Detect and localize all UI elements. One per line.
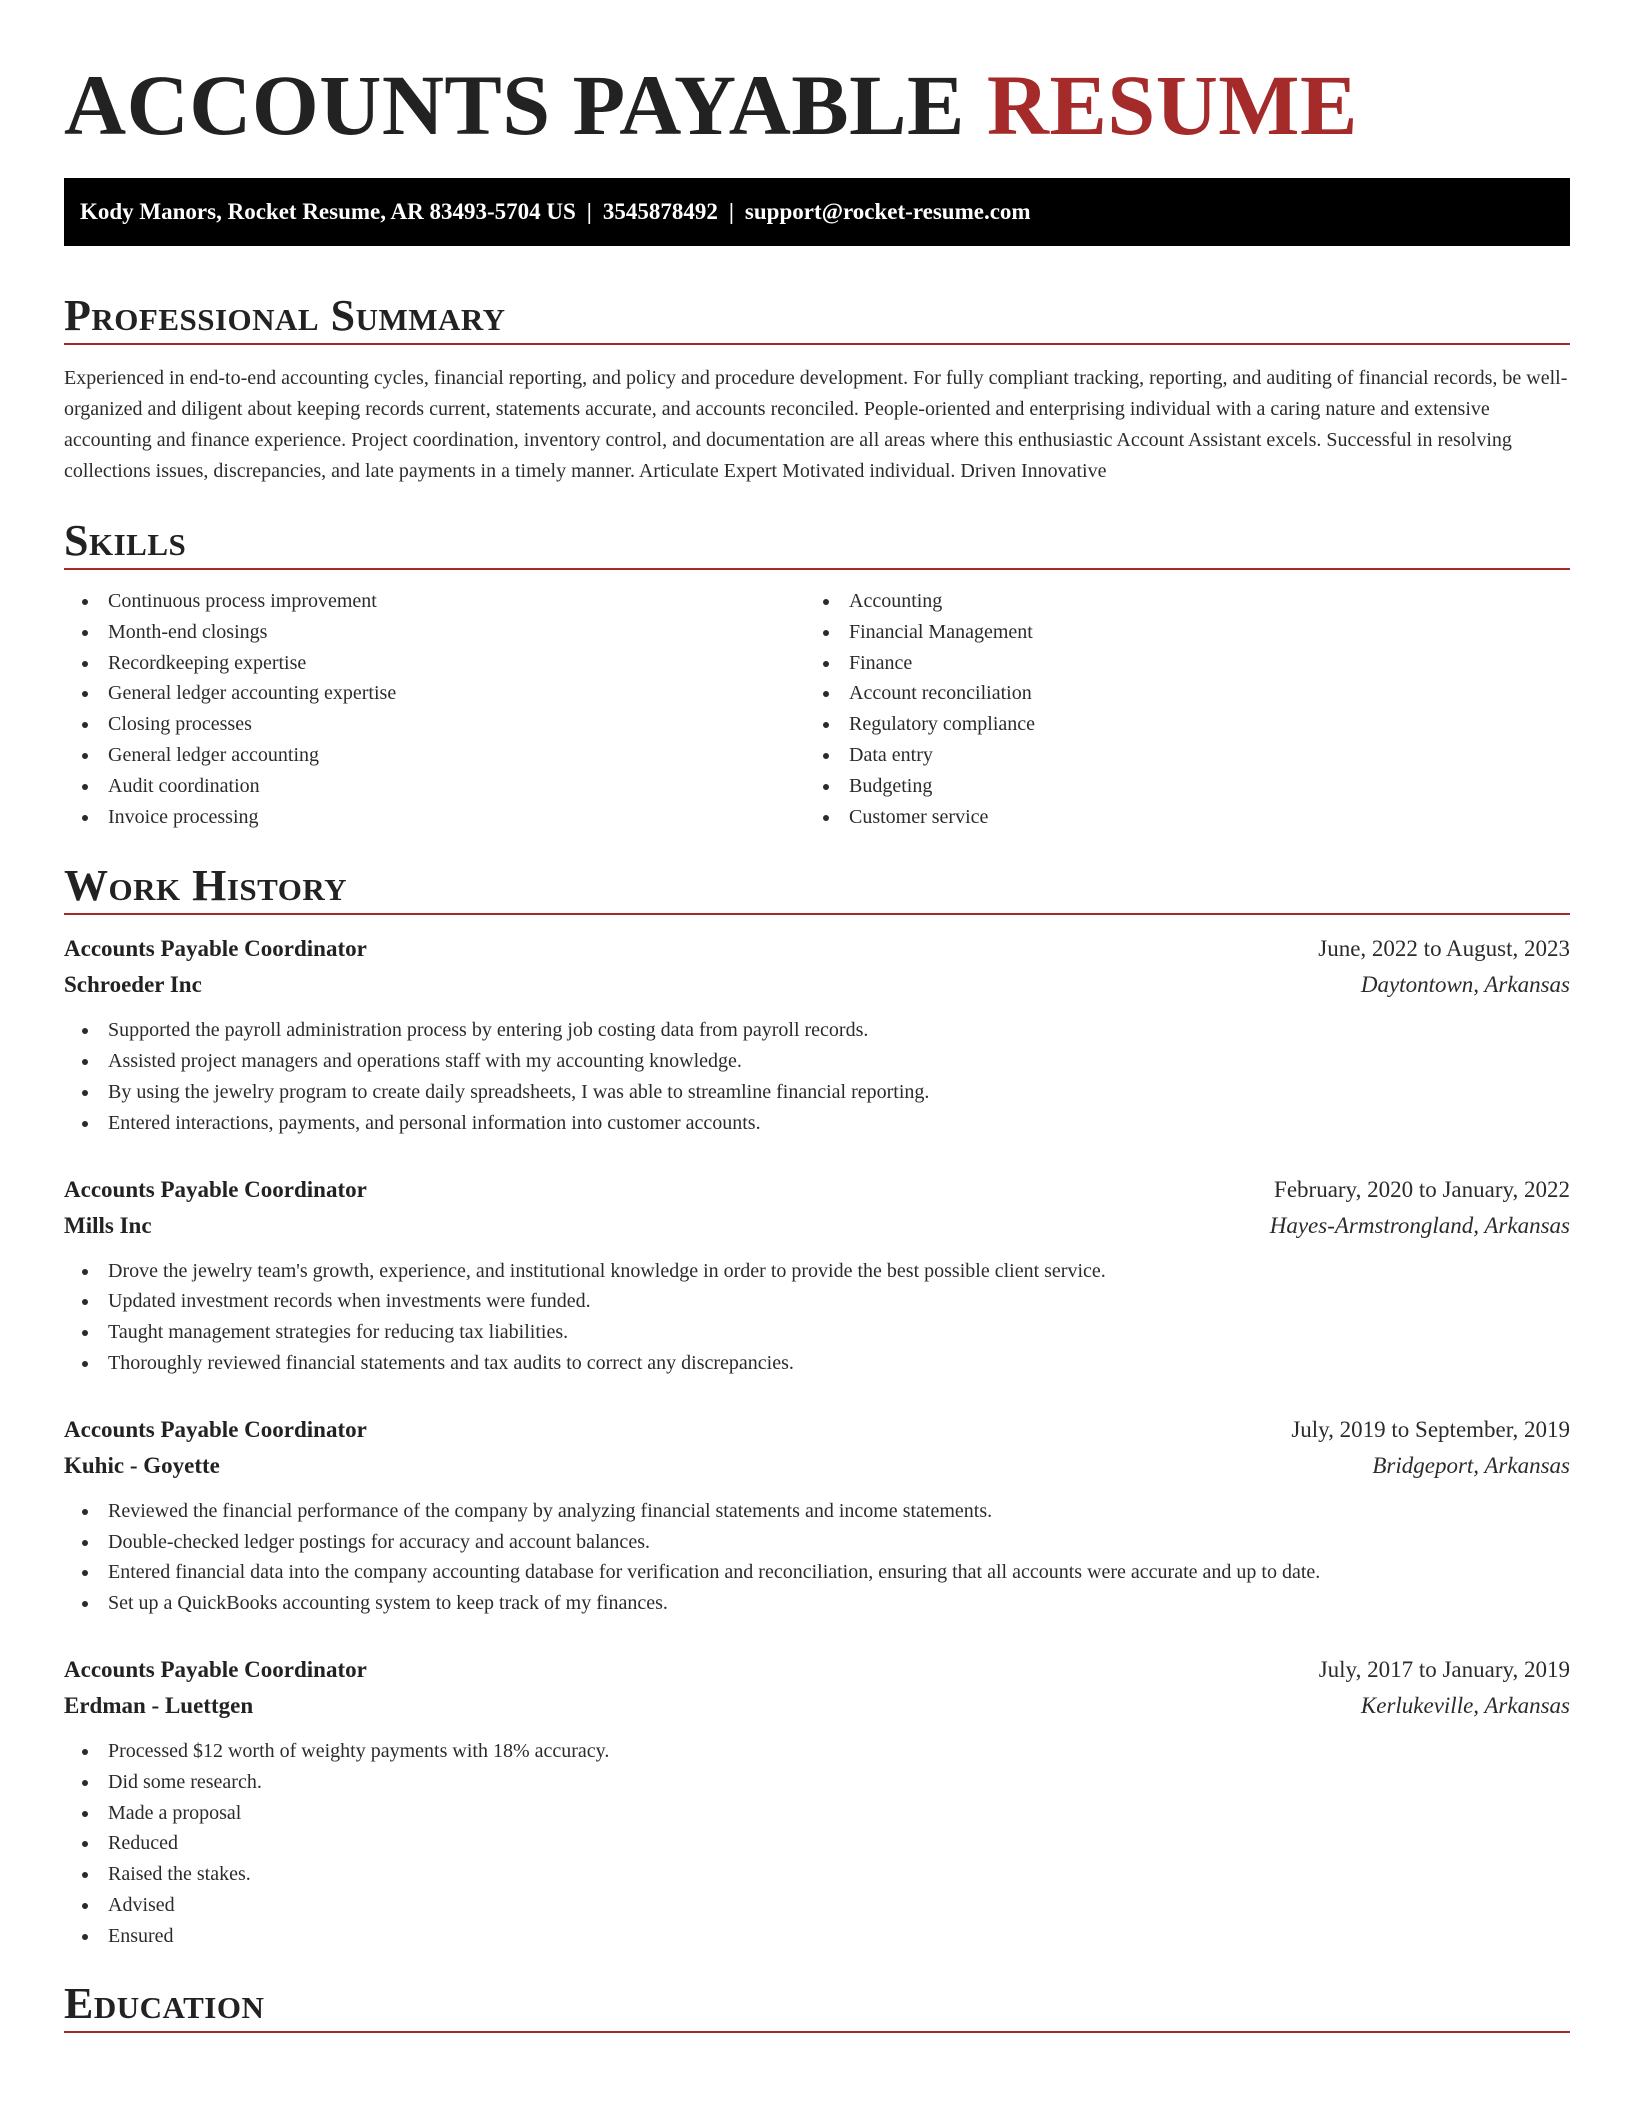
skill-item: Finance — [805, 648, 1546, 679]
job-bullet: Supported the payroll administration process by entering job costing data from payroll records. — [64, 1015, 1570, 1046]
job-company-row — [64, 1688, 1570, 1724]
job-bullet: Entered financial data into the company accounting database for verification and reconciliation, ensuring that all accounts were accurate and up to date. — [64, 1557, 1570, 1588]
job-company: Schroeder Inc — [64, 972, 202, 998]
job-dates: February, 2020 to January, 2022 — [1274, 1176, 1570, 1202]
job-header-row — [64, 1172, 1570, 1208]
job-company-row — [64, 967, 1570, 1003]
job-company: Kuhic - Goyette — [64, 1452, 220, 1478]
skill-item: Recordkeeping expertise — [64, 648, 805, 679]
title-accent: RESUME — [986, 57, 1358, 153]
section-divider — [64, 568, 1570, 570]
job-bullet: Ensured — [64, 1921, 1570, 1952]
job-bullet-list — [64, 1736, 1570, 1952]
job-location: Daytontown, Arkansas — [1360, 972, 1570, 998]
job-bullet: Entered interactions, payments, and personal information into customer accounts. — [64, 1108, 1570, 1139]
contact-separator: | — [586, 199, 592, 224]
job-title: Accounts Payable Coordinator — [64, 1416, 367, 1442]
job-entry — [64, 1652, 1570, 1952]
job-bullet: Set up a QuickBooks accounting system to keep track of my finances. — [64, 1588, 1570, 1619]
section-heading-education: Education — [64, 1978, 265, 2028]
job-bullet: Made a proposal — [64, 1798, 1570, 1829]
section-heading-work-history: Work History — [64, 861, 348, 911]
job-header-row — [64, 931, 1570, 967]
job-bullet-list — [64, 1015, 1570, 1138]
job-bullet: Double-checked ledger postings for accuracy and account balances. — [64, 1527, 1570, 1558]
job-entry — [64, 1172, 1570, 1379]
job-location: Kerlukeville, Arkansas — [1360, 1692, 1570, 1718]
skill-item: Budgeting — [805, 771, 1546, 802]
job-bullet: Thoroughly reviewed financial statements and tax audits to correct any discrepancies. — [64, 1348, 1570, 1379]
job-dates: June, 2022 to August, 2023 — [1318, 936, 1570, 962]
job-bullet-list — [64, 1496, 1570, 1619]
skill-item: Month-end closings — [64, 617, 805, 648]
skill-item: Account reconciliation — [805, 678, 1546, 709]
job-bullet: Assisted project managers and operations staff with my accounting knowledge. — [64, 1046, 1570, 1077]
job-bullet: Taught management strategies for reducing tax liabilities. — [64, 1317, 1570, 1348]
skill-item: Audit coordination — [64, 771, 805, 802]
skill-item: Data entry — [805, 740, 1546, 771]
work-history-section — [64, 860, 1570, 1951]
job-dates: July, 2019 to September, 2019 — [1291, 1416, 1570, 1442]
skill-item: Customer service — [805, 802, 1546, 833]
job-company-row — [64, 1448, 1570, 1484]
job-title: Accounts Payable Coordinator — [64, 1656, 367, 1682]
skill-item: General ledger accounting — [64, 740, 805, 771]
skills-section — [64, 515, 1570, 832]
job-location: Bridgeport, Arkansas — [1372, 1452, 1570, 1478]
job-bullet: Processed $12 worth of weighty payments with 18% accuracy. — [64, 1736, 1570, 1767]
contact-separator: | — [728, 199, 734, 224]
skill-item: Continuous process improvement — [64, 586, 805, 617]
job-bullet: Raised the stakes. — [64, 1859, 1570, 1890]
job-title: Accounts Payable Coordinator — [64, 1176, 367, 1202]
job-bullet: Reviewed the financial performance of the company by analyzing financial statements and income statements. — [64, 1496, 1570, 1527]
section-divider — [64, 913, 1570, 915]
job-bullet: Drove the jewelry team's growth, experience, and institutional knowledge in order to provide the best possible client service. — [64, 1256, 1570, 1287]
job-entry — [64, 931, 1570, 1138]
resume-title — [64, 56, 1570, 154]
education-section — [64, 1978, 1570, 2033]
job-company-row — [64, 1208, 1570, 1244]
skills-columns — [64, 586, 1570, 832]
skills-list-right — [805, 586, 1546, 832]
resume-page — [64, 0, 1570, 2033]
job-bullet: Advised — [64, 1890, 1570, 1921]
contact-bar — [64, 178, 1570, 246]
job-title: Accounts Payable Coordinator — [64, 936, 367, 962]
skill-item: Regulatory compliance — [805, 709, 1546, 740]
skill-item: Invoice processing — [64, 802, 805, 833]
job-bullet: Did some research. — [64, 1767, 1570, 1798]
summary-text: Experienced in end-to-end accounting cycles, financial reporting, and policy and procedure development. For fully compliant tracking, reporting, and auditing of financial records, be well-organized and diligent about keeping records current, statements accurate, and accounts reconciled. People-oriented and enterprising individual with a caring nature and extensive accounting and finance experience. Project coordination, inventory control, and documentation are all areas where this enthusiastic Account Assistant excels. Successful in resolving collections issues, discrepancies, and late payments in a timely manner. Articulate Expert Motivated individual. Driven Innovative — [64, 367, 1568, 482]
job-location: Hayes-Armstrongland, Arkansas — [1269, 1212, 1570, 1238]
job-header-row — [64, 1412, 1570, 1448]
section-divider — [64, 2031, 1570, 2033]
skill-item: Closing processes — [64, 709, 805, 740]
job-entry — [64, 1412, 1570, 1619]
job-bullet: Updated investment records when investments were funded. — [64, 1286, 1570, 1317]
job-bullet: By using the jewelry program to create daily spreadsheets, I was able to streamline financial reporting. — [64, 1077, 1570, 1108]
skill-item: General ledger accounting expertise — [64, 678, 805, 709]
contact-phone[interactable]: 3545878492 — [602, 199, 718, 224]
job-bullet-list — [64, 1256, 1570, 1379]
job-bullet: Reduced — [64, 1828, 1570, 1859]
skills-list-left — [64, 586, 805, 832]
title-main: ACCOUNTS PAYABLE — [64, 57, 965, 153]
section-divider — [64, 343, 1570, 345]
skill-item: Financial Management — [805, 617, 1546, 648]
section-heading-skills: Skills — [64, 516, 187, 565]
job-company: Mills Inc — [64, 1212, 152, 1238]
contact-email[interactable]: support@rocket-resume.com — [744, 199, 1031, 224]
skill-item: Accounting — [805, 586, 1546, 617]
section-heading-summary: Professional Summary — [64, 291, 506, 340]
job-dates: July, 2017 to January, 2019 — [1318, 1656, 1570, 1682]
job-header-row — [64, 1652, 1570, 1688]
summary-section — [64, 290, 1570, 487]
contact-address: Kody Manors, Rocket Resume, AR 83493-5704 US — [80, 199, 576, 224]
job-company: Erdman - Luettgen — [64, 1692, 254, 1718]
